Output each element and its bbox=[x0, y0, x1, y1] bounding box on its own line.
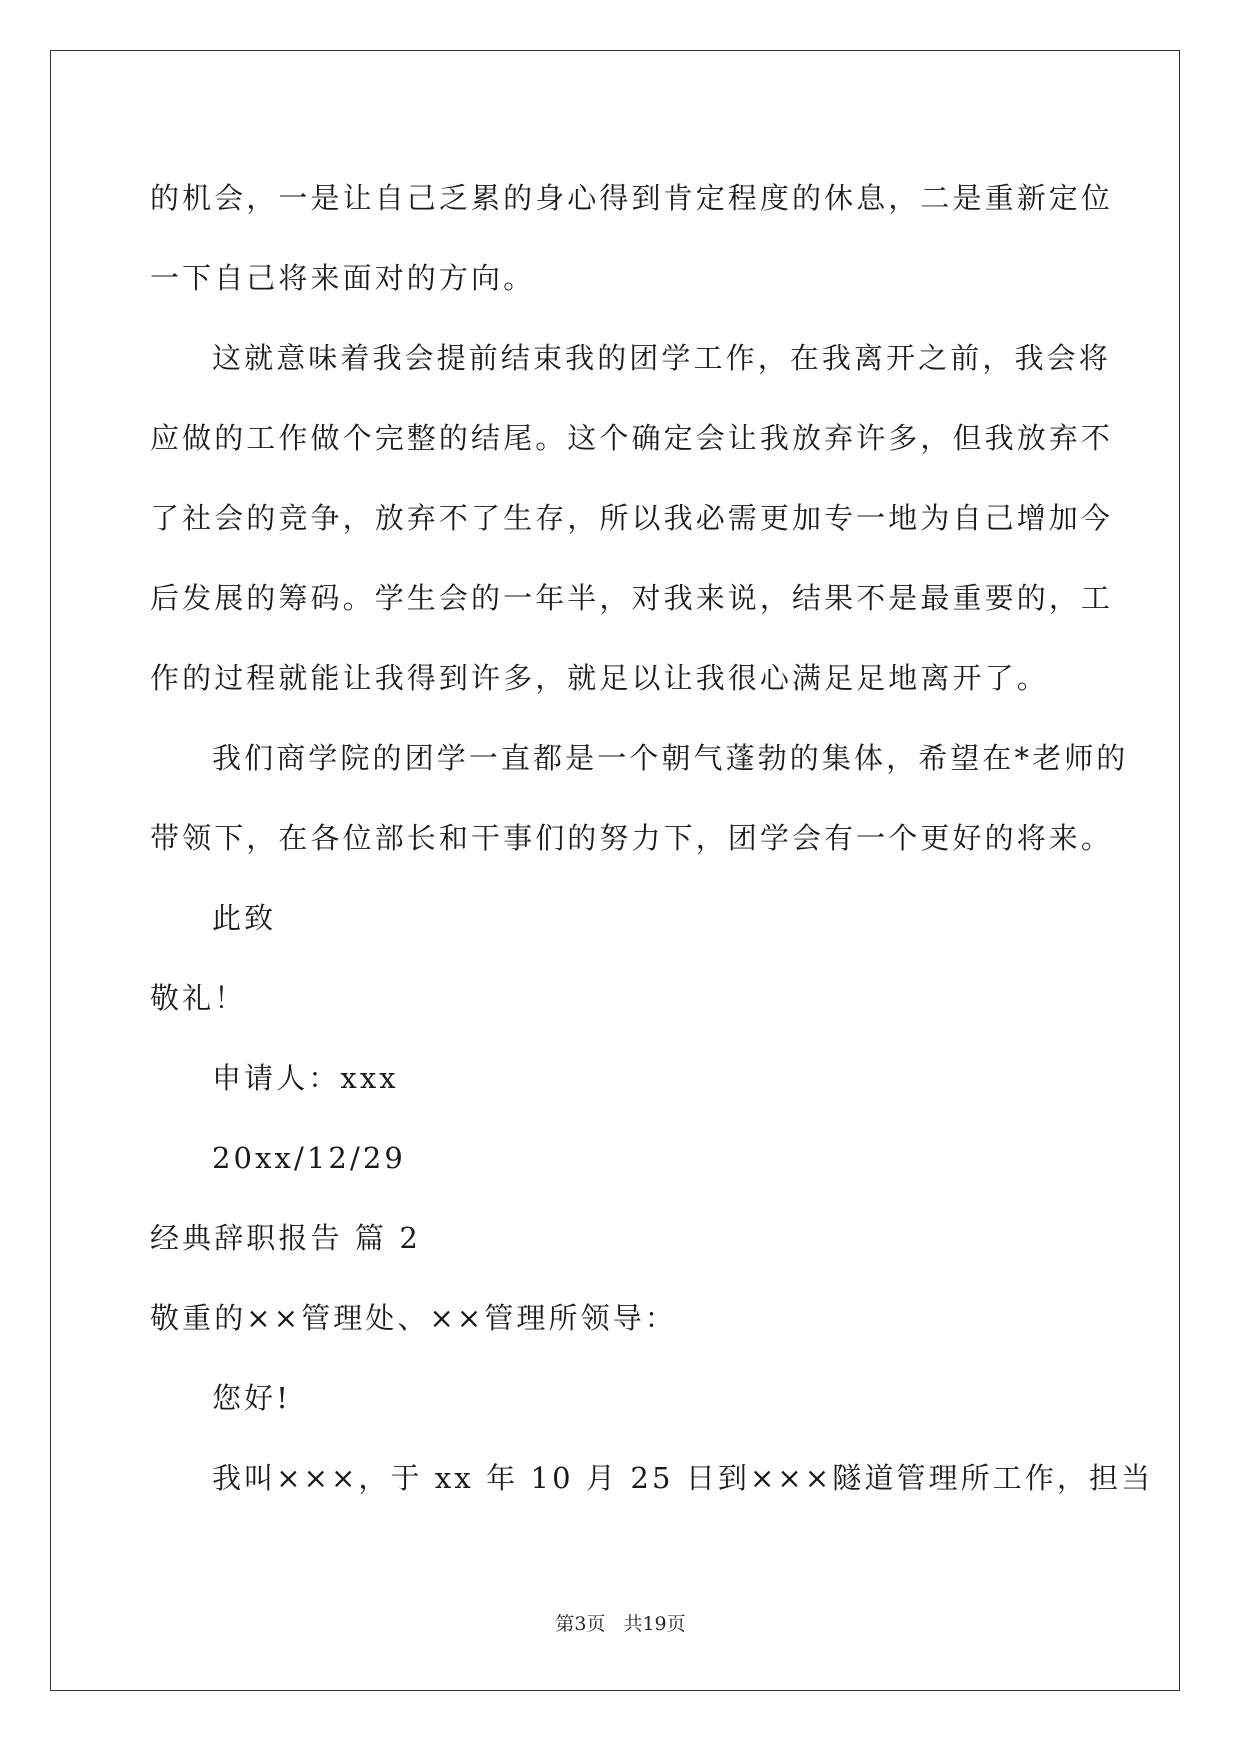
document-body bbox=[150, 158, 1154, 1518]
paragraph-line: 了社会的竞争，放弃不了生存，所以我必需更加专一地为自己增加今 bbox=[150, 501, 1114, 535]
applicant-signature: 申请人：xxx bbox=[212, 1061, 399, 1095]
page-number: 第3页 bbox=[555, 1613, 606, 1635]
closing-regards: 敬礼！ bbox=[150, 981, 247, 1015]
paragraph-line: 作的过程就能让我得到许多，就足以让我很心满足足地离开了。 bbox=[150, 661, 1049, 695]
paragraph-line: 我们商学院的团学一直都是一个朝气蓬勃的集体，希望在*老师的 bbox=[212, 741, 1129, 775]
paragraph-line: 带领下，在各位部长和干事们的努力下，团学会有一个更好的将来。 bbox=[150, 821, 1114, 855]
paragraph-line: 后发展的筹码。学生会的一年半，对我来说，结果不是最重要的，工 bbox=[150, 581, 1114, 615]
paragraph-line: 这就意味着我会提前结束我的团学工作，在我离开之前，我会将 bbox=[212, 341, 1111, 375]
section-heading: 经典辞职报告 篇 2 bbox=[150, 1221, 421, 1255]
paragraph-line: 应做的工作做个完整的结尾。这个确定会让我放弃许多，但我放弃不 bbox=[150, 421, 1114, 455]
paragraph-line: 我叫×××，于 xx 年 10 月 25 日到×××隧道管理所工作，担当 bbox=[212, 1461, 1154, 1495]
paragraph-line: 一下自己将来面对的方向。 bbox=[150, 261, 536, 295]
page-total: 共19页 bbox=[623, 1613, 686, 1635]
letter-greeting: 您好! bbox=[212, 1381, 291, 1415]
letter-addressee: 敬重的××管理处、××管理所领导： bbox=[150, 1301, 677, 1335]
closing-salutation: 此致 bbox=[212, 901, 277, 935]
signature-date: 20xx/12/29 bbox=[212, 1141, 406, 1175]
paragraph-line: 的机会，一是让自己乏累的身心得到肯定程度的休息，二是重新定位 bbox=[150, 181, 1114, 215]
page-footer bbox=[0, 1612, 1241, 1636]
